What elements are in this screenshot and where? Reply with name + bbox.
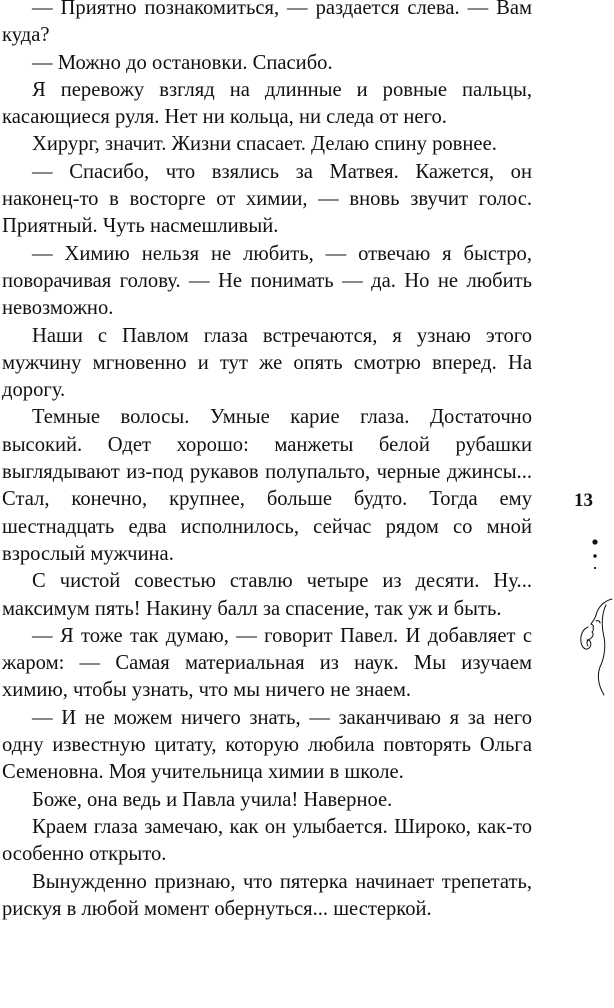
paragraph-5: — Спасибо, что взялись за Матвея. Кажется, он наконец-то в восторге от химии, — вновь звучит голос. Приятный. Чуть насмешливый. [2, 160, 532, 238]
paragraph-2: — Можно до остановки. Спасибо. [32, 51, 333, 74]
paragraph-11: — И не можем ничего знать, — заканчиваю я за него одну известную цитату, которую любила повторять Ольга Семеновна. Моя учительница химии в школе. [2, 706, 532, 784]
paragraph-12: Боже, она ведь и Павла учила! Наверное. [32, 788, 393, 811]
paragraph-6: — Химию нельзя не любить, — отвечаю я быстро, поворачивая голову. — Не понимать — да. Но не любить невозможно. [2, 242, 532, 320]
face-profile-line-icon [578, 597, 614, 697]
page-number: 13 [574, 490, 593, 511]
paragraph-13: Краем глаза замечаю, как он улыбается. Широко, как-то особенно открыто. [2, 815, 532, 866]
vertical-dots-icon [591, 538, 599, 572]
paragraph-4: Хирург, значит. Жизни спасает. Делаю спину ровнее. [32, 133, 497, 156]
paragraph-10: — Я тоже так думаю, — говорит Павел. И добавляет с жаром: — Самая материальная из наук. Мы изучаем химию, чтобы узнать, что мы ничего не знаем. [2, 624, 532, 702]
paragraph-8: Темные волосы. Умные карие глаза. Достаточно высокий. Одет хорошо: манжеты белой рубашки выглядывают из-под рукавов полупальто, черные джинсы... Стал, конечно, крупнее, больше будто. Тогда ему шестнадцать едва исполнилось, сейчас рядом со мной взрослый мужчина. [2, 406, 532, 565]
paragraph-9: С чистой совестью ставлю четыре из десяти. Ну... максимум пять! Накину балл за спасение, так уж и быть. [2, 570, 532, 620]
paragraph-1: — Приятно познакомиться, — раздается слева. — Вам куда? [2, 0, 532, 47]
paragraph-7: Наши с Павлом глаза встречаются, я узнаю этого мужчину мгновенно и тут же опять смотрю вперед. На дорогу. [2, 324, 532, 402]
body-text [2, 0, 532, 923]
paragraph-3: Я перевожу взгляд на длинные и ровные пальцы, касающиеся руля. Нет ни кольца, ни следа от него. [2, 78, 532, 129]
paragraph-14: Вынужденно признаю, что пятерка начинает трепетать, рискуя в любой момент обернуться... шестеркой. [2, 870, 532, 920]
